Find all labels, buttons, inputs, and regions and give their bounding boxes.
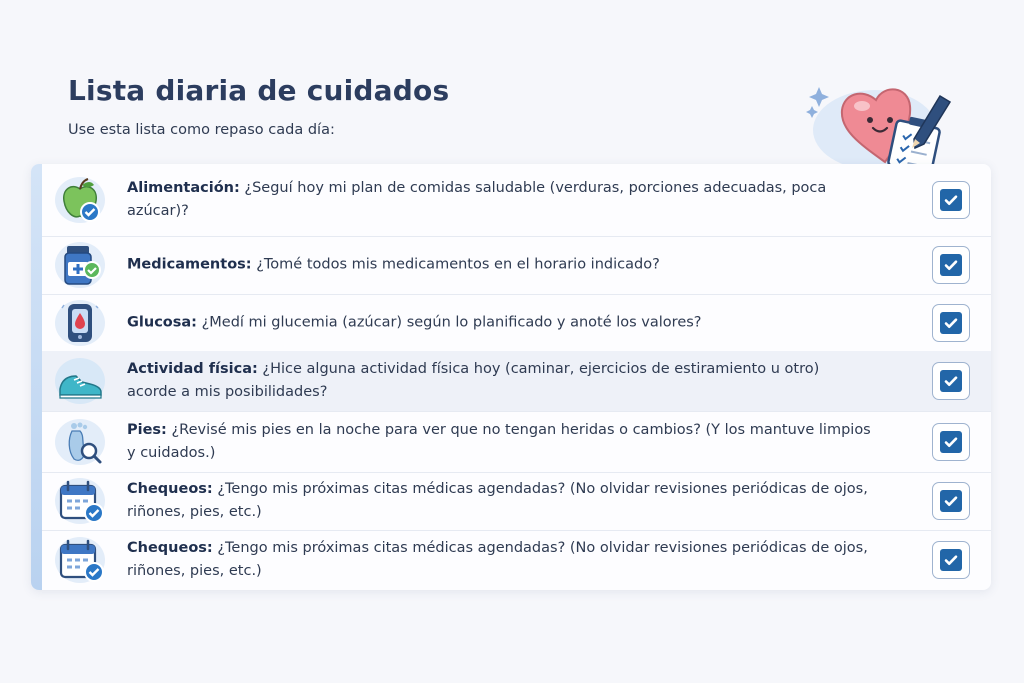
checklist-item-text (127, 537, 871, 583)
checkbox-chequeos[interactable] (932, 482, 970, 520)
checkbox-fill (940, 370, 962, 392)
checklist-row-chequeos-2 (42, 530, 991, 590)
checkbox-fill (940, 189, 962, 211)
checklist-item-label: Actividad física: (127, 361, 258, 377)
checkmark-icon (943, 257, 959, 273)
checkmark-icon (943, 373, 959, 389)
calendar-check-icon (54, 476, 106, 526)
checklist-item-question: ¿Hice alguna actividad física hoy (caminar, ejercicios de estiramiento u otro) acorde a mis posibilidades? (127, 361, 820, 400)
checklist-item-text (127, 478, 871, 524)
checklist-item-label: Medicamentos: (127, 256, 252, 273)
checklist-item-question: ¿Seguí hoy mi plan de comidas saludable (verduras, porciones adecuadas, poca azúcar)? (127, 180, 827, 219)
checklist-item-text (127, 311, 871, 334)
checklist-item-label: Pies: (127, 421, 167, 438)
checkbox-fill (940, 254, 962, 276)
checklist-item-label: Glucosa: (127, 314, 197, 330)
checklist-row-pies (42, 411, 991, 473)
checklist-item-text (127, 419, 871, 465)
checklist-item-label: Chequeos: (127, 481, 213, 497)
checklist-row-alimentacion (42, 164, 991, 237)
checklist-item-label: Chequeos: (127, 540, 213, 556)
checkmark-icon (943, 552, 959, 568)
page-subtitle: Use esta lista como repaso cada día: (68, 122, 335, 138)
checklist-item-question: ¿Medí mi glucemia (azúcar) según lo planificado y anoté los valores? (201, 314, 702, 330)
medicine-bottle-icon (54, 240, 106, 290)
checkbox-actividad-fisica[interactable] (932, 362, 970, 400)
checklist-row-chequeos (42, 472, 991, 531)
checklist-item-text (127, 254, 871, 277)
checkbox-fill (940, 312, 962, 334)
checklist-item-text (127, 177, 871, 223)
checklist-item-label: Alimentación: (127, 180, 240, 196)
checkbox-fill (940, 490, 962, 512)
checklist-row-medicamentos (42, 236, 991, 295)
checkbox-alimentacion[interactable] (932, 181, 970, 219)
sneaker-icon (54, 356, 106, 406)
checklist-item-text (127, 358, 871, 404)
checkbox-pies[interactable] (932, 423, 970, 461)
checkbox-fill (940, 431, 962, 453)
calendar-check-icon (54, 535, 106, 585)
checkbox-glucosa[interactable] (932, 304, 970, 342)
checklist-item-question: ¿Tomé todos mis medicamentos en el horario indicado? (256, 256, 660, 273)
card-accent-bar (31, 164, 42, 590)
checklist-row-actividad-fisica (42, 351, 991, 412)
foot-magnifier-icon (54, 417, 106, 467)
checkmark-icon (943, 315, 959, 331)
checkbox-chequeos-2[interactable] (932, 541, 970, 579)
apple-icon (54, 175, 106, 225)
checklist-item-question: ¿Tengo mis próximas citas médicas agendadas? (No olvidar revisiones periódicas de ojos, riñones, pies, etc.) (127, 481, 868, 520)
glucometer-icon (54, 298, 106, 348)
checkbox-medicamentos[interactable] (932, 246, 970, 284)
checklist-item-question: ¿Revisé mis pies en la noche para ver que no tengan heridas o cambios? (Y los mantuve limpios y cuidados.) (127, 421, 871, 461)
checklist-item-question: ¿Tengo mis próximas citas médicas agendadas? (No olvidar revisiones periódicas de ojos, riñones, pies, etc.) (127, 540, 868, 579)
checklist-row-glucosa (42, 294, 991, 352)
checklist-card (31, 164, 991, 590)
checkmark-icon (943, 192, 959, 208)
checkbox-fill (940, 549, 962, 571)
page-title: Lista diaria de cuidados (68, 74, 450, 107)
checkmark-icon (943, 493, 959, 509)
checkmark-icon (943, 434, 959, 450)
